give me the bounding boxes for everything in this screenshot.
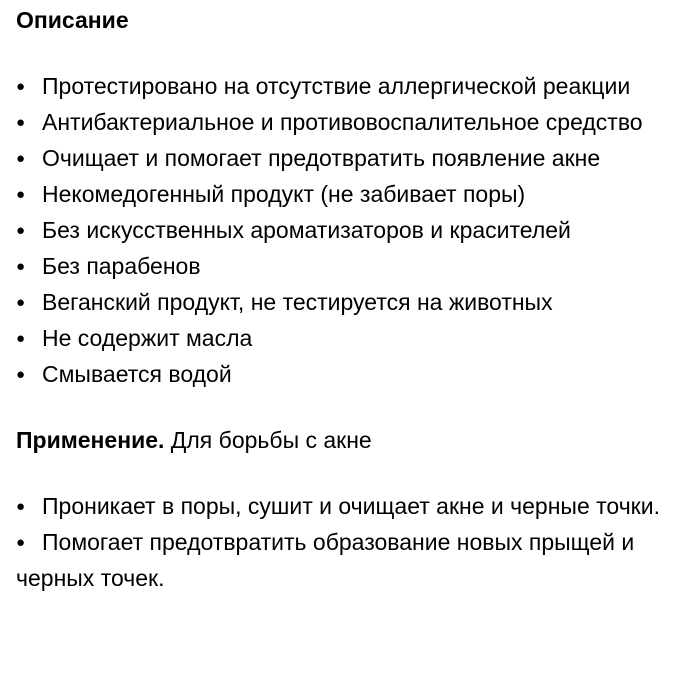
list-item-text: Протестировано на отсутствие аллергической реакции [42,73,631,99]
bullet-icon [16,286,42,322]
list-item-text: Без искусственных ароматизаторов и красителей [42,217,571,243]
list-item [16,142,666,178]
list-item-text: Некомедогенный продукт (не забивает поры) [42,181,526,207]
list-item-text: Помогает предотвратить образование новых прыщей и черных точек. [16,529,635,591]
bullet-icon [16,526,42,562]
list-item [16,106,666,142]
list-item-text: Не содержит масла [42,325,253,351]
application-list [16,490,666,594]
bullet-icon [16,358,42,394]
list-item-text: Антибактериальное и противовоспалительное средство [42,109,643,135]
list-item [16,526,666,594]
bullet-icon [16,214,42,250]
list-item-text: Очищает и помогает предотвратить появление акне [42,145,601,171]
spacer [16,36,666,70]
bullet-icon [16,106,42,142]
list-item [16,286,666,322]
list-item [16,178,666,214]
bullet-icon [16,70,42,106]
product-info [16,4,666,594]
list-item-text: Без парабенов [42,253,201,279]
list-item [16,70,666,106]
application-label: Применение. [16,427,165,453]
spacer [16,456,666,490]
bullet-icon [16,142,42,178]
bullet-icon [16,322,42,358]
list-item [16,490,666,526]
application-text: Для борьбы с акне [164,427,372,453]
description-list [16,70,666,394]
bullet-icon [16,490,42,526]
list-item [16,250,666,286]
list-item [16,322,666,358]
spacer [16,394,666,424]
application-heading [16,424,666,456]
bullet-icon [16,250,42,286]
list-item-text: Проникает в поры, сушит и очищает акне и черные точки. [42,493,660,519]
list-item [16,358,666,394]
list-item-text: Смывается водой [42,361,232,387]
list-item-text: Веганский продукт, не тестируется на животных [42,289,553,315]
bullet-icon [16,178,42,214]
description-heading: Описание [16,7,129,33]
list-item [16,214,666,250]
